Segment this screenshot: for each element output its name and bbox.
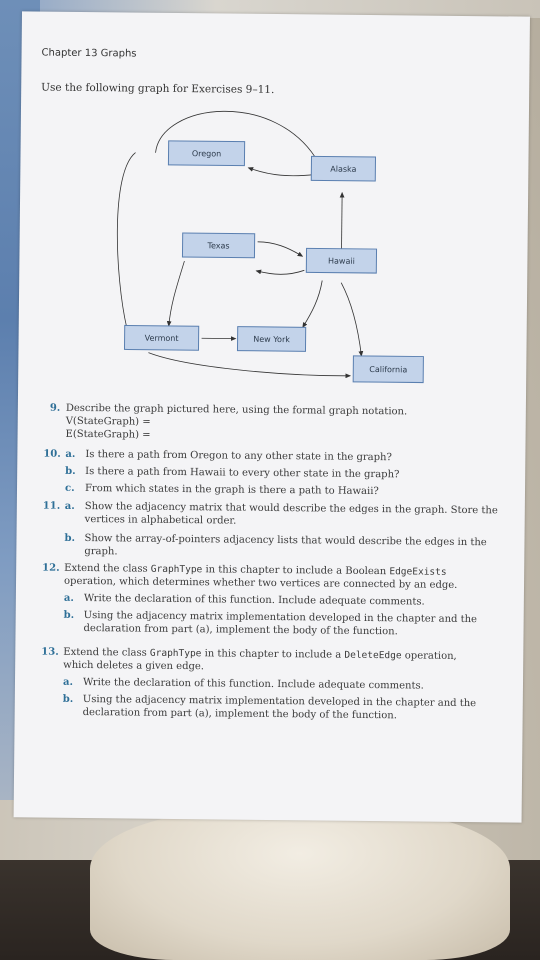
exercise-12b-text-line2: declaration from part (a), implement the body of the function. — [83, 623, 398, 638]
node-hawaii — [306, 248, 376, 273]
exercise-13b-text-line1: Using the adjacency matrix implementation developed in the chapter and the — [82, 694, 477, 710]
exercise-9 — [39, 402, 509, 453]
exercise-13-text-post: operation, — [401, 650, 457, 662]
exercise-intro: Use the following graph for Exercises 9–11. — [41, 81, 275, 96]
exercise-10c-label: c. — [64, 482, 75, 494]
node-oregon — [168, 141, 244, 166]
exercise-9-edge-line: E(StateGraph) = — [65, 428, 151, 441]
exercise-10c-text: From which states in the graph is there a path to Hawaii? — [84, 483, 379, 498]
exercise-13a-label: a. — [62, 676, 74, 688]
node-california — [353, 356, 423, 383]
exercise-12a-label: a. — [63, 592, 74, 604]
chapter-header: Chapter 13 Graphs — [41, 47, 137, 60]
exercise-13-number: 13. — [41, 646, 59, 658]
exercise-10b-text: Is there a path from Hawaii to every other state in the graph? — [85, 466, 400, 481]
exercise-12a-text: Write the declaration of this function. Include adequate comments. — [83, 593, 425, 608]
exercise-9-text: Describe the graph pictured here, using the formal graph notation. — [65, 402, 408, 418]
edge-texas-vermont — [169, 261, 185, 326]
node-texas — [182, 233, 254, 258]
exercise-11-number: 11. — [42, 500, 61, 512]
exercise-11a-text-line1: Show the adjacency matrix that would describe the edges in the graph. Store the — [84, 501, 498, 517]
book-page — [14, 11, 530, 822]
exercise-13a-text: Write the declaration of this function. Include adequate comments. — [82, 677, 424, 692]
exercise-13-code-graphtype: GraphType — [149, 647, 202, 660]
exercise-10b-label: b. — [65, 465, 76, 477]
state-graph-diagram — [18, 11, 530, 396]
exercise-11b-text-line2: graph. — [84, 546, 118, 558]
node-oregon-label: Oregon — [191, 149, 222, 159]
node-vermont-label: Vermont — [144, 333, 179, 343]
exercise-13 — [36, 646, 507, 735]
exercise-11b-label: b. — [64, 532, 76, 544]
exercise-9-vertex-line: V(StateGraph) = — [65, 415, 151, 428]
node-newyork-label: New York — [253, 334, 290, 345]
edge-hawaii-california — [340, 283, 362, 356]
exercise-11b-text-line1: Show the array-of-pointers adjacency lists that would describe the edges in the — [84, 533, 487, 549]
background-pillow — [90, 808, 510, 960]
exercise-12-code-edgeexists: EdgeExists — [389, 566, 447, 578]
exercise-11 — [38, 500, 509, 567]
exercise-13-text-mid: in this chapter to include a — [201, 648, 345, 661]
exercise-13b-label: b. — [62, 693, 74, 705]
exercise-11a-label: a. — [64, 500, 75, 512]
exercise-9-number: 9. — [49, 402, 61, 414]
node-alaska — [311, 156, 375, 181]
edge-texas-hawaii — [257, 242, 302, 256]
node-texas-label: Texas — [207, 241, 230, 251]
edge-hawaii-newyork — [303, 280, 322, 327]
exercise-12-code-graphtype: GraphType — [150, 563, 203, 576]
exercise-12b-text-line1: Using the adjacency matrix implementation developed in the chapter and the — [83, 610, 478, 626]
node-alaska-label: Alaska — [330, 164, 357, 174]
exercise-10-number: 10. — [43, 448, 61, 460]
exercise-13-text-line2: which deletes a given edge. — [63, 659, 205, 673]
exercise-13-code-deleteedge: DeleteEdge — [344, 649, 402, 662]
exercise-12b-label: b. — [63, 609, 75, 621]
exercise-10a-text: Is there a path from Oregon to any other state in the graph? — [85, 449, 392, 464]
exercise-13b-text-line2: declaration from part (a), implement the body of the function. — [82, 707, 397, 722]
exercise-12-number: 12. — [42, 562, 60, 574]
node-hawaii-label: Hawaii — [327, 256, 355, 266]
node-california-label: California — [369, 364, 408, 375]
exercise-12 — [37, 562, 508, 651]
node-vermont — [124, 325, 198, 350]
exercise-12-text-pre: Extend the class — [64, 562, 151, 575]
exercise-12-text-mid: in this chapter to include a Boolean — [202, 564, 390, 578]
exercise-10 — [39, 448, 510, 505]
exercise-13-text-pre: Extend the class — [63, 646, 151, 659]
exercise-list — [36, 402, 509, 735]
exercise-11a-text-line2: vertices in alphabetical order. — [84, 514, 237, 527]
edge-hawaii-texas — [256, 270, 304, 275]
exercise-12-text-line2: operation, which determines whether two vertices are connected by an edge. — [63, 575, 458, 591]
exercise-10a-label: a. — [65, 448, 76, 460]
edge-alaska-oregon — [248, 168, 315, 176]
node-newyork — [237, 327, 305, 352]
